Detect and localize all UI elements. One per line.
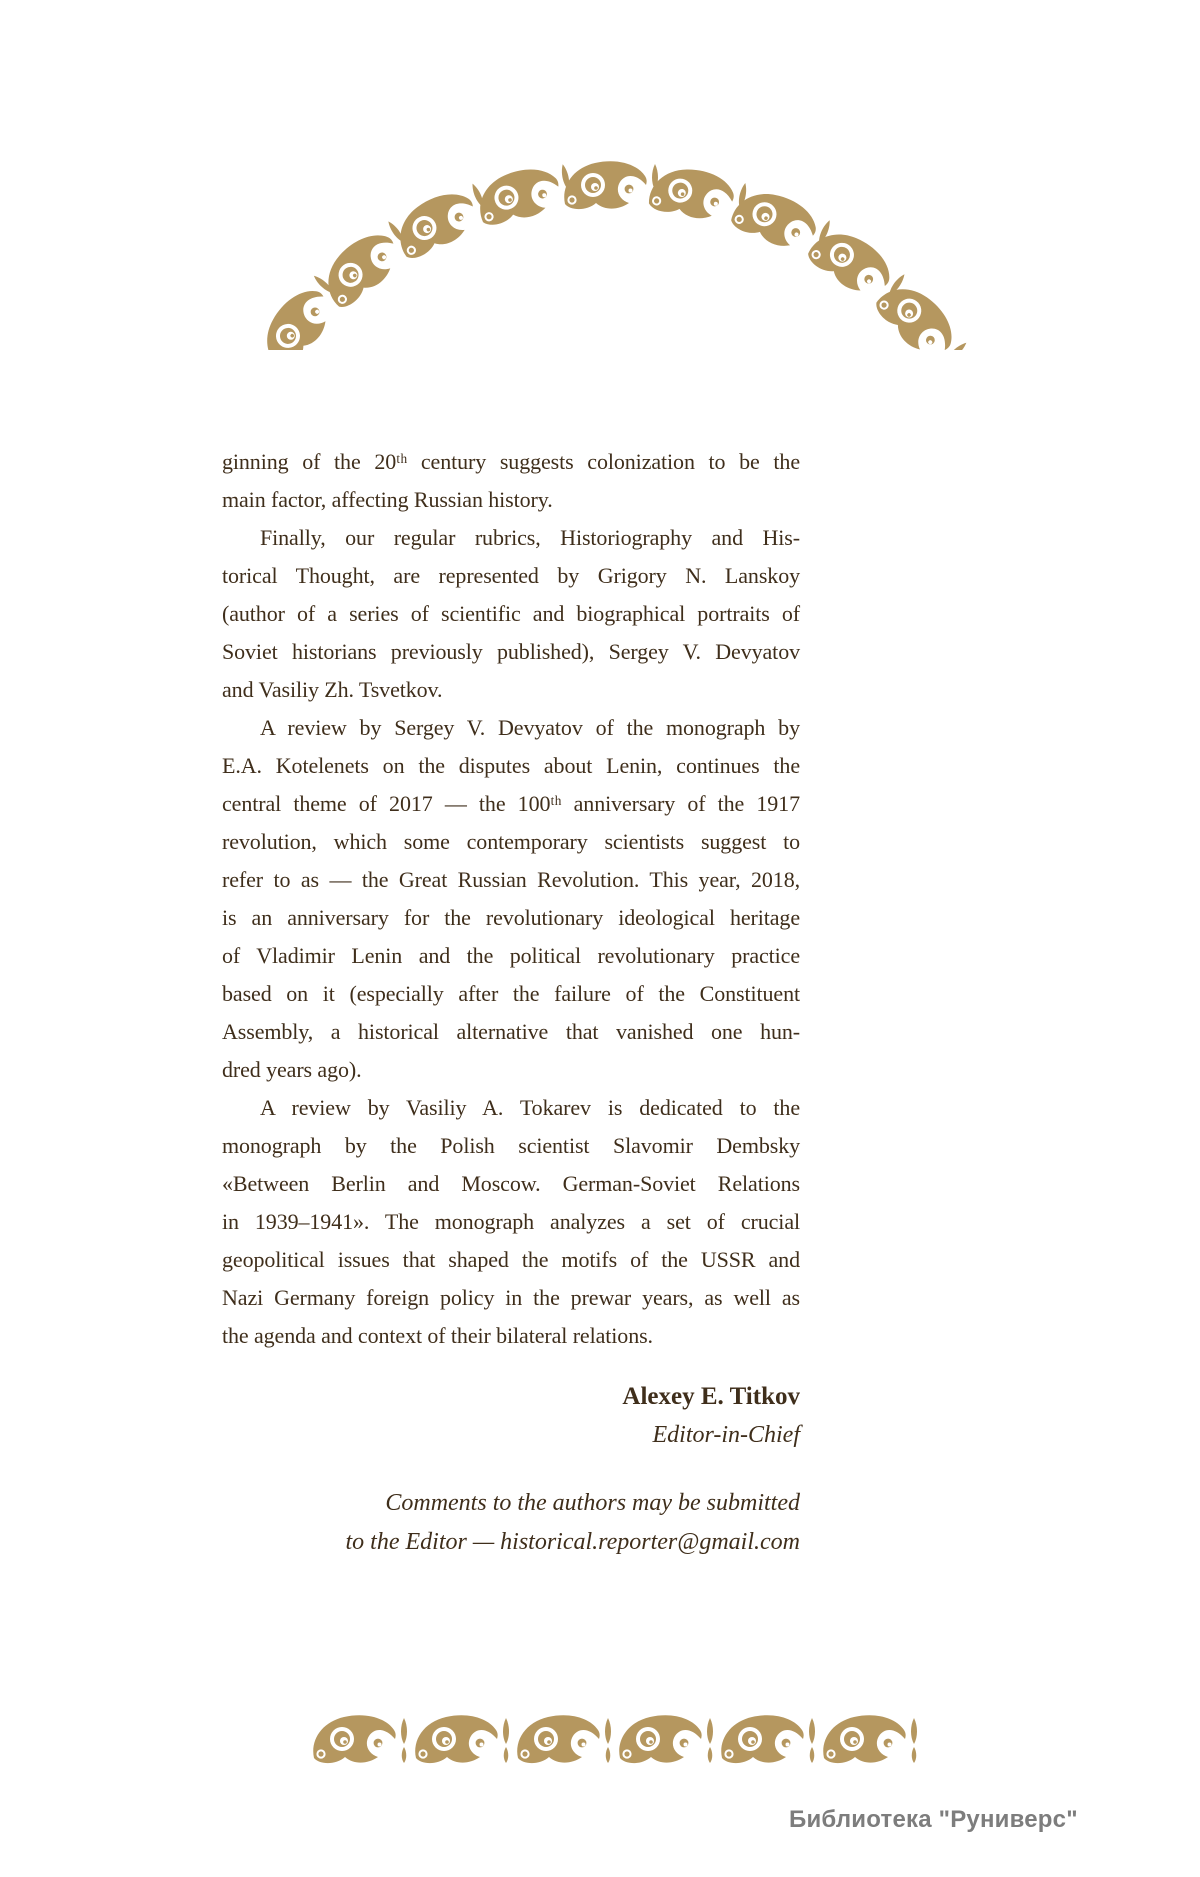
text-line: Nazi Germany foreign policy in the prewar years, as well as (222, 1285, 800, 1310)
editor-name: Alexey E. Titkov (622, 1383, 800, 1410)
contact-line: to the Editor — historical.reporter@gmail.com (345, 1529, 800, 1555)
text-line: Soviet historians previously published), Sergey V. Devyatov (222, 639, 800, 664)
text-line: torical Thought, are represented by Grigory N. Lanskoy (222, 563, 800, 588)
text-line: Assembly, a historical alternative that vanished one hun- (222, 1019, 800, 1044)
page-text-block (222, 443, 800, 1355)
library-watermark: Библиотека "Руниверс" (789, 1806, 1078, 1833)
text-line: and Vasiliy Zh. Tsvetkov. (222, 677, 443, 702)
text-line: the agenda and context of their bilateral relations. (222, 1323, 653, 1348)
top-ornament-arc (230, 120, 990, 350)
text-line: A review by Sergey V. Devyatov of the monograph by (260, 715, 800, 740)
paragraph (222, 709, 800, 1089)
text-line: «Between Berlin and Moscow. German-Soviet Relations (222, 1171, 800, 1196)
text-line: is an anniversary for the revolutionary ideological heritage (222, 905, 800, 930)
signature-block (222, 1378, 800, 1454)
text-line: Finally, our regular rubrics, Historiography and His- (260, 525, 800, 550)
text-line: revolution, which some contemporary scientists suggest to (222, 829, 800, 854)
text-line: geopolitical issues that shaped the motifs of the USSR and (222, 1247, 800, 1272)
contact-note (222, 1484, 800, 1562)
editor-title: Editor-in-Chief (652, 1422, 800, 1448)
bottom-ornament-band (308, 1712, 920, 1765)
text-line: refer to as — the Great Russian Revolution. This year, 2018, (222, 867, 800, 892)
text-line: monograph by the Polish scientist Slavomir Dembsky (222, 1133, 800, 1158)
text-line: based on it (especially after the failure of the Constituent (222, 981, 800, 1006)
paragraph (222, 1089, 800, 1355)
paragraph (222, 519, 800, 709)
text-line: ginning of the 20ᵗʰ century suggests colonization to be the (222, 449, 800, 474)
text-line: E.A. Kotelenets on the disputes about Lenin, continues the (222, 753, 800, 778)
text-line: (author of a series of scientific and biographical portraits of (222, 601, 800, 626)
text-line: dred years ago). (222, 1057, 362, 1082)
text-line: of Vladimir Lenin and the political revolutionary practice (222, 943, 800, 968)
text-line: main factor, affecting Russian history. (222, 487, 553, 512)
paragraph (222, 443, 800, 519)
text-line: in 1939–1941». The monograph analyzes a set of crucial (222, 1209, 800, 1234)
text-line: A review by Vasiliy A. Tokarev is dedicated to the (260, 1095, 800, 1120)
text-line: central theme of 2017 — the 100ᵗʰ anniversary of the 1917 (222, 791, 800, 816)
contact-line: Comments to the authors may be submitted (385, 1490, 800, 1516)
